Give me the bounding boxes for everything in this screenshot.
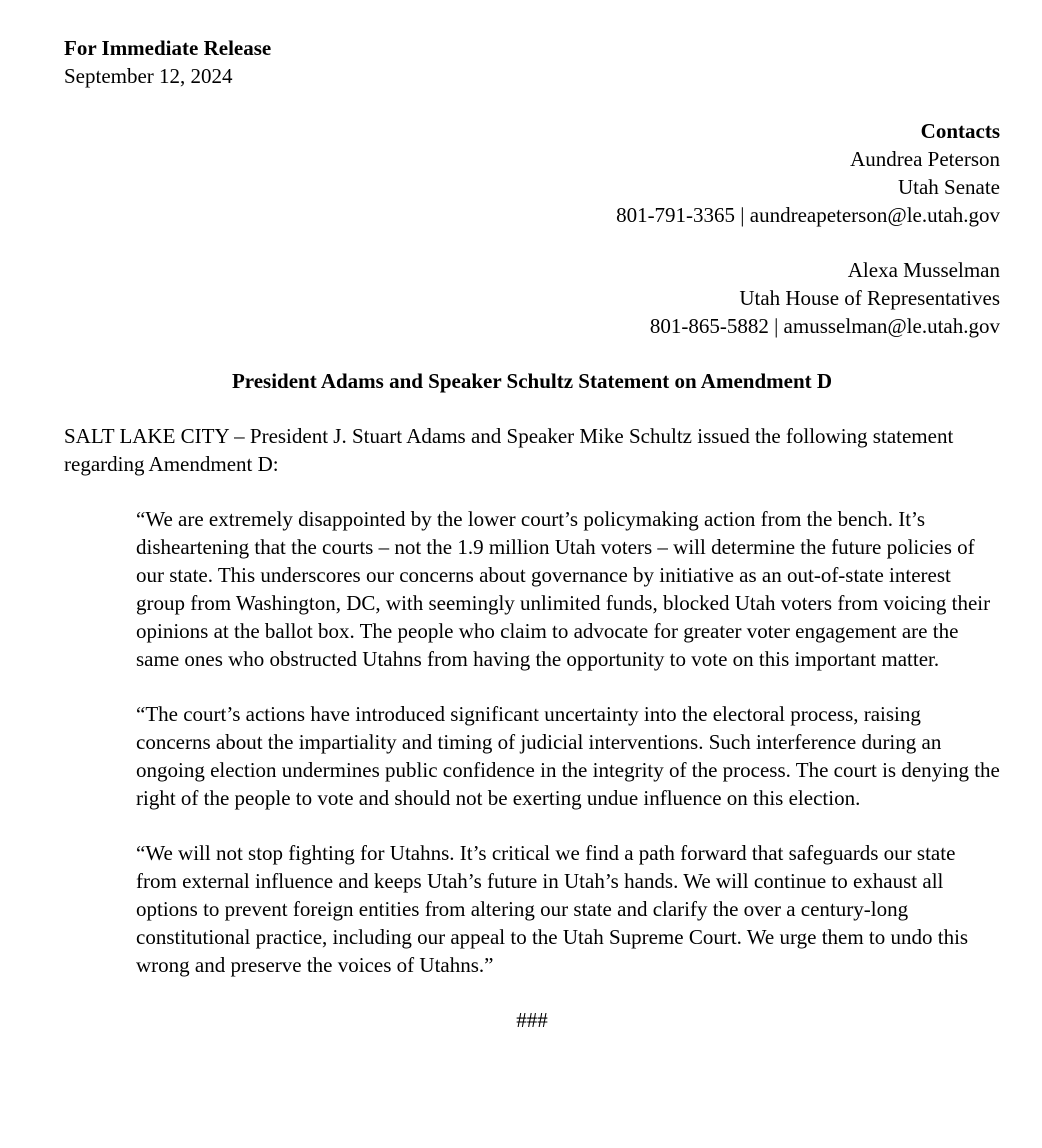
headline: President Adams and Speaker Schultz Statement on Amendment D [231,369,833,393]
release-date: September 12, 2024 [64,64,233,88]
end-mark: ### [516,1008,548,1032]
quote-paragraph: “The court’s actions have introduced significant uncertainty into the electoral process, raising concerns about the impartiality and timing of judicial interventions. Such interference during an ongoing election undermines public confidence in the integrity of the process. The court is denying the right of the people to vote and should not be exerting undue influence on this election. [136,702,1000,810]
contact-name: Alexa Musselman [847,258,1000,282]
contact-card [64,256,1000,340]
quote-paragraph: “We are extremely disappointed by the lower court’s policymaking action from the bench. It’s disheartening that the courts – not the 1.9 million Utah voters – will determine the future policies of our state. This underscores our concerns about governance by initiative as an out-of-state interest group from Washington, DC, with seemingly unlimited funds, blocked Utah voters from voicing their opinions at the ballot box. The people who claim to advocate for greater voter engagement are the same ones who obstructed Utahns from having the opportunity to vote on this important matter. [136,507,991,671]
contact-phone-email: 801-791-3365 | aundreapeterson@le.utah.gov [616,203,1000,227]
contact-organization: Utah Senate [897,175,1000,199]
contacts-section [64,117,1000,340]
contact-name: Aundrea Peterson [850,147,1000,171]
lead-paragraph: SALT LAKE CITY – President J. Stuart Adams and Speaker Mike Schultz issued the following statement regarding Amendment D: [64,424,954,476]
contact-phone-email: 801-865-5882 | amusselman@le.utah.gov [649,314,1000,338]
contact-card [64,145,1000,229]
release-header [64,34,1000,90]
contact-organization: Utah House of Representatives [739,286,1000,310]
press-release-page [64,34,1000,1034]
contacts-heading: Contacts [920,119,1000,143]
release-label: For Immediate Release [64,36,272,60]
quote-paragraph: “We will not stop fighting for Utahns. It’s critical we find a path forward that safeguards our state from external influence and keeps Utah’s future in Utah’s hands. We will continue to exhaust all options to prevent foreign entities from altering our state and clarify the over a century-long constitutional practice, including our appeal to the Utah Supreme Court. We urge them to undo this wrong and preserve the voices of Utahns.” [136,841,969,977]
